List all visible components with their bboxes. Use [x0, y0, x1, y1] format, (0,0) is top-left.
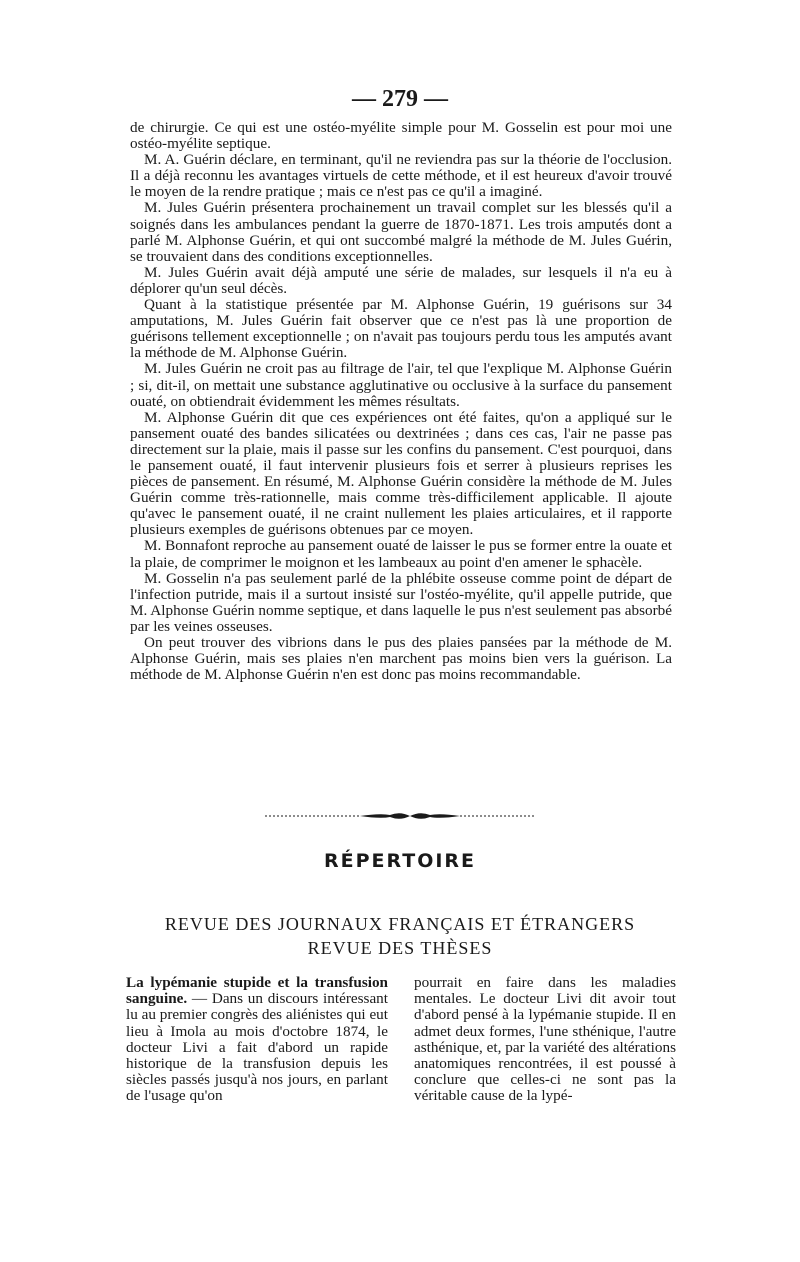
article-rubric: La lypémanie stupide et la transfusion sanguine.: [126, 974, 388, 1008]
paragraph: M. Bonnafont reproche au pansement ouaté de laisser le pus se former entre la ouate et la plaie, de comprimer le moignon et les lambeaux au point d'en amener le sphacèle.: [130, 537, 672, 571]
column-right: [414, 975, 676, 1105]
section-title: RÉPERTOIRE: [323, 850, 477, 872]
paragraph: Quant à la statistique présentée par M. Alphonse Guérin, 19 guérisons sur 34 amputations, M. Jules Guérin fait observer que ce n'est pas là une proportion de guérisons tellement exceptionnelle ; on n'avait pas toujours perdu tous les amputés avant la méthode de M. Alphonse Guérin.: [130, 296, 672, 362]
paragraph: M. Gosselin n'a pas seulement parlé de la phlébite osseuse comme point de départ de l'infection putride, mais il a surtout insisté sur l'ostéo-myélite, qu'il appelle putride, que M. Alphonse Guérin nomme septique, et dans laquelle le pus n'est seulement pas absorbé par les veines osseuses.: [130, 569, 672, 635]
body-text: [130, 120, 672, 683]
article-paragraph: [126, 975, 388, 1105]
article-text: — Dans un discours intéressant lu au premier congrès des aliénistes qui eut lieu à Imola au mois d'octobre 1874, le docteur Livi a fait d'abord un rapide historique de la transfusion depuis les siècles passés jusqu'à nos jours, en parlant de l'usage qu'on: [126, 990, 388, 1105]
paragraph: M. Jules Guérin ne croit pas au filtrage de l'air, tel que l'explique M. Alphonse Guérin ; si, dit-il, on mettait une substance agglutinative ou occlusive à la surface du pansement ouaté, on obtiendrait évidemment les mêmes résultats.: [130, 360, 672, 410]
paragraph: On peut trouver des vibrions dans le pus des plaies pansées par la méthode de M. Alphonse Guérin, mais ses plaies n'en marchent pas moins bien vers la guérison. La méthode de M. Alphonse Guérin n'en est donc pas moins recommandable.: [130, 634, 672, 684]
paragraph: M. A. Guérin déclare, en terminant, qu'il ne reviendra pas sur la théorie de l'occlusion. Il a déjà reconnu les avantages virtuels de cette méthode, et il est heureux d'avoir trouvé le moyen de la rendre pratique ; mais ce n'est pas ce qu'il a imaginé.: [130, 151, 672, 201]
subheading-theses: REVUE DES THÈSES: [307, 938, 493, 958]
column-left: [126, 975, 388, 1105]
paragraph: M. Jules Guérin présentera prochainement un travail complet sur les blessés qu'il a soignés dans les ambulances pendant la guerre de 1870-1871. Les trois amputés dont a parlé M. Alphonse Guérin, et qui ont succombé malgré la méthode de M. Jules Guérin, se trouvaient dans des conditions exceptionnelles.: [130, 199, 672, 265]
paragraph: M. Jules Guérin avait déjà amputé une série de malades, sur lesquels il n'a eu à déplorer qu'un seul décès.: [130, 263, 672, 297]
paragraph: M. Alphonse Guérin dit que ces expériences ont été faites, qu'on a appliqué sur le pansement ouaté des bandes silicatées ou dextrinées ; dans ces cas, l'air ne passe pas directement sur la plaie, mais il passe sur les confins du pansement. C'est pourquoi, dans le pansement ouaté, il faut intervenir plusieurs fois et serrer à plusieurs reprises les pièces de pansement. En résumé, M. Alphonse Guérin considère la méthode de M. Jules Guérin comme très-rationnelle, mais comme très-difficilement applicable. Il ajoute qu'avec le pansement ouaté, il ne craint nullement les plaies articulaires, et il rapporte plusieurs exemples de guérisons obtenues par ce moyen.: [130, 408, 672, 539]
page-number: — 279 —: [352, 86, 448, 112]
two-column-article: [126, 975, 676, 1105]
subheading-journals: REVUE DES JOURNAUX FRANÇAIS ET ÉTRANGERS: [164, 914, 636, 934]
article-text-continued: pourrait en faire dans les maladies mentales. Le docteur Livi dit avoir tout d'abord pensé à la lypémanie stupide. Il en admet deux formes, l'une sthénique, l'autre asthénique, et, par la variété des altérations anatomiques rencontrées, il est poussé à conclure que celles-ci ne sont pas la véritable cause de la lypé-: [414, 974, 676, 1105]
paragraph: de chirurgie. Ce qui est une ostéo-myélite simple pour M. Gosselin est pour moi une ostéo-myélite septique.: [130, 119, 672, 153]
divider-ornament: [0, 808, 800, 827]
